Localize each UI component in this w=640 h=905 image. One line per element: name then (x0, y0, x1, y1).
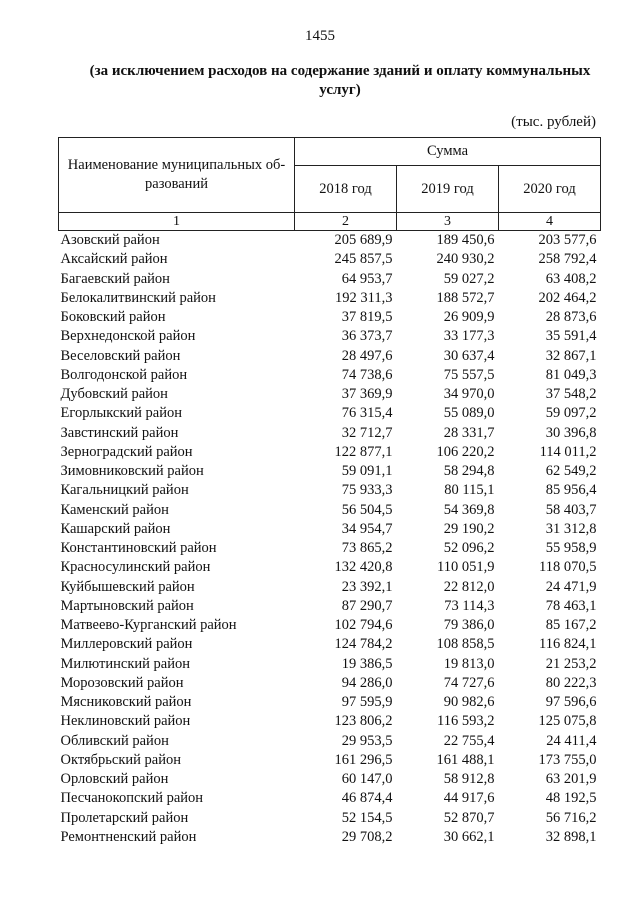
value-2020: 203 577,6 (538, 232, 597, 248)
value-2019: 44 917,6 (443, 790, 495, 807)
municipality-name: Куйбышевский район (60, 578, 195, 595)
value-2018: 23 392,1 (341, 578, 393, 595)
value-2019: 33 177,3 (443, 328, 495, 345)
table-row (59, 481, 601, 500)
table-row (59, 635, 601, 654)
table-row (59, 616, 601, 635)
value-2018: 123 806,2 (334, 713, 393, 730)
municipality-name: Завстинский район (60, 424, 179, 441)
value-2019: 28 331,7 (443, 424, 495, 441)
municipality-name: Аксайский район (60, 251, 168, 268)
table-row (59, 520, 601, 539)
value-2020: 59 097,2 (545, 405, 597, 422)
value-2020: 30 396,8 (545, 424, 597, 441)
table-row (59, 539, 601, 558)
value-2018: 37 369,9 (341, 386, 393, 402)
value-2018: 59 091,1 (341, 463, 393, 479)
municipality-name: Дубовский район (60, 386, 168, 402)
value-2018: 19 386,5 (341, 655, 393, 672)
municipality-name: Морозовский район (60, 674, 184, 691)
value-2019: 19 813,0 (443, 655, 495, 672)
table-row (59, 404, 601, 423)
value-2020: 35 591,4 (545, 328, 597, 345)
value-2018: 46 874,4 (341, 790, 393, 807)
value-2019: 74 727,6 (443, 674, 495, 691)
value-2019: 73 114,3 (444, 597, 495, 614)
value-2019: 59 027,2 (443, 270, 495, 287)
table-row (59, 308, 601, 327)
value-2018: 29 953,5 (341, 732, 393, 749)
value-2020: 258 792,4 (538, 251, 597, 268)
value-2019: 30 637,4 (443, 347, 495, 364)
municipality-name: Красносулинский район (60, 559, 211, 576)
value-2020: 24 411,4 (546, 732, 597, 749)
table-row (59, 327, 601, 346)
value-2018: 245 857,5 (334, 251, 393, 268)
value-2020: 202 464,2 (538, 289, 597, 306)
budget-table (58, 137, 601, 847)
table-row (59, 558, 601, 577)
value-2018: 87 290,7 (341, 597, 393, 614)
table-row (59, 366, 601, 385)
municipality-name: Песчанокопский район (60, 790, 204, 807)
value-2018: 161 296,5 (334, 751, 393, 768)
table-row (59, 674, 601, 693)
value-2020: 63 201,9 (545, 771, 597, 787)
value-2020: 118 070,5 (539, 559, 597, 576)
value-2018: 73 865,2 (341, 540, 393, 556)
value-2020: 31 312,8 (545, 520, 597, 537)
value-2020: 21 253,2 (545, 655, 597, 672)
table-row (59, 443, 601, 462)
municipality-name: Милютинский район (60, 655, 190, 672)
value-2018: 75 933,3 (341, 482, 393, 499)
municipality-name: Белокалитвинский район (60, 289, 216, 306)
municipality-name: Ремонтненский район (60, 828, 197, 845)
municipality-name: Каменский район (60, 501, 169, 518)
table-row (59, 250, 601, 269)
table-row (59, 289, 601, 308)
value-2019: 116 593,2 (437, 713, 495, 730)
value-2020: 78 463,1 (545, 597, 597, 614)
column-number: 1 (59, 213, 295, 231)
value-2020: 24 471,9 (545, 578, 597, 595)
value-2019: 58 294,8 (443, 463, 495, 479)
value-2019: 75 557,5 (443, 366, 495, 383)
value-2019: 54 369,8 (443, 501, 495, 518)
municipality-name: Боковский район (60, 309, 166, 325)
value-2020: 56 716,2 (545, 809, 597, 826)
header-sum: Сумма (295, 138, 601, 166)
municipality-name: Кашарский район (60, 520, 171, 537)
value-2019: 161 488,1 (436, 751, 495, 768)
value-2018: 192 311,3 (335, 289, 393, 306)
value-2020: 85 167,2 (545, 617, 597, 633)
table-row (59, 828, 601, 847)
table-row (59, 789, 601, 808)
header-year-2019: 2019 год (397, 166, 499, 213)
value-2018: 36 373,7 (341, 328, 393, 345)
municipality-name: Октябрьский район (60, 751, 181, 768)
value-2019: 188 572,7 (436, 289, 495, 306)
municipality-name: Матвеево-Курганский район (60, 617, 237, 633)
value-2020: 173 755,0 (538, 751, 597, 768)
municipality-name: Неклиновский район (60, 713, 191, 730)
value-2019: 58 912,8 (443, 771, 495, 787)
value-2020: 55 958,9 (545, 540, 597, 556)
municipality-name: Зимовниковский район (60, 463, 204, 479)
value-2020: 37 548,2 (545, 386, 597, 402)
municipality-name: Волгодонской район (60, 366, 188, 383)
municipality-name: Орловский район (60, 771, 169, 787)
value-2018: 52 154,5 (341, 809, 393, 826)
value-2018: 37 819,5 (341, 309, 393, 325)
value-2018: 97 595,9 (341, 694, 393, 710)
municipality-name: Обливский район (60, 732, 169, 749)
value-2019: 189 450,6 (436, 232, 495, 248)
table-row (59, 693, 601, 712)
value-2019: 79 386,0 (443, 617, 495, 633)
table-row (59, 751, 601, 770)
table-row (59, 712, 601, 731)
table-row (59, 462, 601, 481)
value-2020: 125 075,8 (538, 713, 597, 730)
column-number: 2 (295, 213, 397, 231)
value-2020: 63 408,2 (545, 270, 597, 287)
value-2019: 52 870,7 (443, 809, 495, 826)
header-year-2018: 2018 год (295, 166, 397, 213)
table-row (59, 770, 601, 789)
value-2019: 90 982,6 (443, 694, 495, 710)
value-2019: 108 858,5 (436, 636, 495, 653)
value-2018: 74 738,6 (341, 366, 393, 383)
value-2018: 56 504,5 (341, 501, 393, 518)
value-2019: 80 115,1 (444, 482, 495, 499)
value-2018: 34 954,7 (341, 520, 393, 537)
municipality-name: Миллеровский район (60, 636, 193, 653)
value-2020: 116 824,1 (539, 636, 597, 653)
value-2018: 124 784,2 (334, 636, 393, 653)
value-2018: 102 794,6 (334, 617, 393, 633)
value-2019: 34 970,0 (443, 386, 495, 402)
value-2019: 106 220,2 (436, 443, 495, 460)
municipality-name: Азовский район (60, 232, 160, 248)
value-2018: 132 420,8 (334, 559, 393, 576)
value-2018: 76 315,4 (341, 405, 393, 422)
value-2020: 28 873,6 (545, 309, 597, 325)
value-2018: 122 877,1 (334, 443, 393, 460)
municipality-name: Мясниковский район (60, 694, 192, 710)
value-2019: 30 662,1 (443, 828, 495, 845)
value-2020: 58 403,7 (545, 501, 597, 518)
municipality-name: Кагальницкий район (60, 482, 189, 499)
value-2018: 64 953,7 (341, 270, 393, 287)
value-2020: 32 867,1 (545, 347, 597, 364)
page-number: 1455 (305, 28, 335, 44)
municipality-name: Верхнедонской район (60, 328, 196, 345)
column-number: 4 (499, 213, 601, 231)
header-municipality: Наименование муниципальных об-разований (59, 138, 295, 213)
municipality-name: Мартыновский район (60, 597, 194, 614)
value-2018: 94 286,0 (341, 674, 393, 691)
value-2020: 97 596,6 (545, 694, 597, 710)
header-year-2020: 2020 год (499, 166, 601, 213)
table-row (59, 231, 601, 251)
table-row (59, 578, 601, 597)
table-row (59, 809, 601, 828)
table-row (59, 597, 601, 616)
value-2018: 60 147,0 (341, 771, 393, 787)
municipality-name: Багаевский район (60, 270, 170, 287)
value-2018: 29 708,2 (341, 828, 393, 845)
value-2020: 85 956,4 (545, 482, 597, 499)
value-2019: 52 096,2 (443, 540, 495, 556)
value-2020: 81 049,3 (545, 366, 597, 383)
municipality-name: Веселовский район (60, 347, 181, 364)
table-row (59, 655, 601, 674)
municipality-name: Константиновский район (60, 540, 217, 556)
value-2019: 29 190,2 (443, 520, 495, 537)
units-label: (тыс. рублей) (511, 114, 596, 130)
municipality-name: Егорлыкский район (60, 405, 182, 422)
table-row (59, 732, 601, 751)
value-2020: 114 011,2 (539, 443, 597, 460)
value-2018: 205 689,9 (334, 232, 393, 248)
column-number: 3 (397, 213, 499, 231)
value-2019: 22 755,4 (443, 732, 495, 749)
value-2019: 55 089,0 (443, 405, 495, 422)
table-subtitle: (за исключением расходов на содержание зданий и оплату коммунальных услуг) (89, 63, 591, 98)
table-row (59, 347, 601, 366)
value-2020: 48 192,5 (545, 790, 597, 807)
value-2018: 28 497,6 (341, 347, 393, 364)
table-row (59, 385, 601, 404)
value-2020: 62 549,2 (545, 463, 597, 479)
table-row (59, 501, 601, 520)
value-2018: 32 712,7 (341, 424, 393, 441)
municipality-name: Пролетарский район (60, 809, 189, 826)
value-2020: 80 222,3 (545, 674, 597, 691)
value-2019: 240 930,2 (436, 251, 495, 268)
value-2019: 110 051,9 (437, 559, 495, 576)
municipality-name: Зерноградский район (60, 443, 193, 460)
table-body (59, 231, 601, 848)
value-2020: 32 898,1 (545, 828, 597, 845)
table-row (59, 424, 601, 443)
table-row (59, 270, 601, 289)
value-2019: 22 812,0 (443, 578, 495, 595)
value-2019: 26 909,9 (443, 309, 495, 325)
